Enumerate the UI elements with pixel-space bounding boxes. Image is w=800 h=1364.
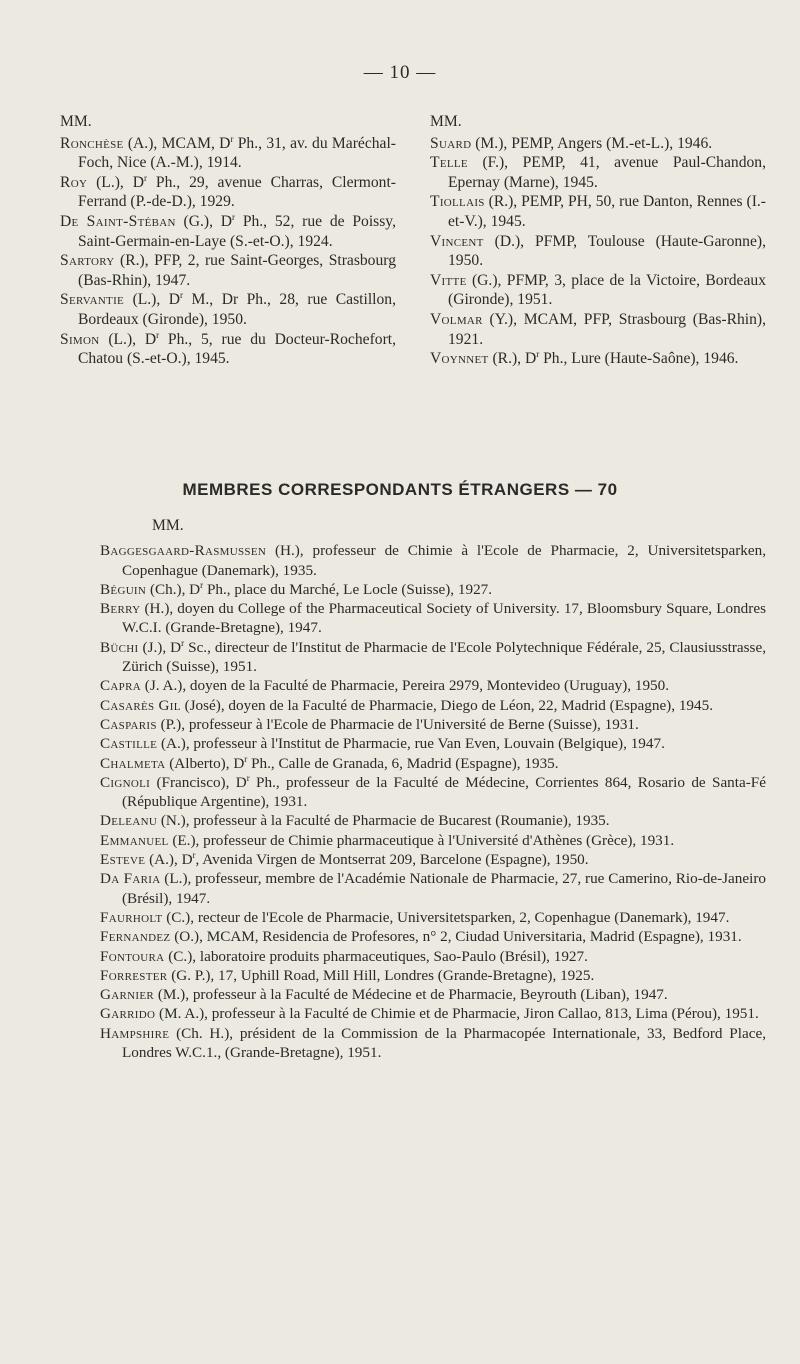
member-name: Castille [100, 735, 158, 753]
member-details: (A.), MCAM, D [123, 134, 231, 152]
member-entry [100, 927, 766, 946]
title-superscript: r [180, 290, 184, 301]
member-name: Deleanu [100, 812, 158, 830]
member-details: (A.), D [145, 851, 193, 869]
member-name: Roy [60, 173, 88, 191]
member-name: Vitte [430, 271, 467, 289]
title-superscript: r [230, 133, 234, 144]
member-entry [100, 1024, 766, 1063]
left-column [60, 112, 396, 369]
member-details: (J. A.), doyen de la Faculté de Pharmacie, Pereira 2979, Montevideo (Uruguay), 1950. [140, 677, 670, 695]
member-name: Chalmeta [100, 754, 166, 772]
member-entry [430, 134, 766, 154]
member-details-continued: Ph., 29, avenue Charras, Clermont-Ferrand (P.-de-D.), 1929. [78, 173, 396, 211]
member-details-continued: Ph., 52, rue de Poissy, Saint-Germain-en-Laye (S.-et-O.), 1924. [78, 212, 396, 250]
member-details: (M.), professeur à la Faculté de Médecine et de Pharmacie, Beyrouth (Liban), 1947. [154, 986, 668, 1004]
member-details: (M. A.), professeur à la Faculté de Chimie et de Pharmacie, Jiron Callao, 813, Lima (Pérou), 1951. [155, 1005, 759, 1023]
member-name: Esteve [100, 851, 146, 869]
title-superscript: r [536, 348, 540, 359]
left-column-heading: MM. [60, 113, 92, 130]
member-details-continued: Ph., professeur de la Faculté de Médecine, Corrientes 864, Rosario de Santa-Fé (République Argentine), 1931. [122, 773, 766, 811]
member-details: (L.), D [124, 291, 181, 309]
member-name: Telle [430, 154, 468, 172]
member-name: Berry [100, 600, 141, 618]
member-entry [100, 599, 766, 638]
member-name: Suard [430, 134, 472, 152]
member-details: (L.), D [87, 173, 145, 191]
member-name: De Saint-Stéban [60, 212, 176, 230]
member-entry [100, 831, 766, 850]
member-name: Casparis [100, 715, 157, 733]
member-entry [430, 271, 766, 310]
member-details-continued: Ph., 31, av. du Maréchal-Foch, Nice (A.-M.), 1914. [78, 134, 396, 172]
member-details: (Francisco), D [150, 773, 247, 791]
title-superscript: r [244, 753, 248, 764]
member-name: Béguin [100, 580, 147, 598]
member-entry [60, 251, 396, 290]
title-superscript: r [232, 211, 236, 222]
left-entries [60, 134, 396, 369]
member-details: (O.), MCAM, Residencia de Profesores, n° 2, Ciudad Universitaria, Madrid (Espagne), 1931. [170, 928, 742, 946]
right-entries [430, 134, 766, 369]
member-entry [100, 869, 766, 908]
member-entry [100, 966, 766, 985]
member-entry [100, 638, 766, 677]
member-name: Voynnet [430, 350, 489, 368]
member-name: Faurholt [100, 908, 163, 926]
member-details: (N.), professeur à la Faculté de Pharmacie de Bucarest (Roumanie), 1935. [157, 812, 610, 830]
member-name: Garrido [100, 1005, 156, 1023]
member-name: Vincent [430, 232, 484, 250]
member-entry [100, 811, 766, 830]
member-name: Capra [100, 677, 141, 695]
member-details: (G.), PFMP, 3, place de la Victoire, Bordeaux (Gironde), 1951. [448, 271, 766, 309]
member-name: Ronchèse [60, 134, 124, 152]
member-name: Emmanuel [100, 831, 169, 849]
member-name: Hampshire [100, 1024, 170, 1042]
right-column-heading: MM. [430, 113, 462, 130]
member-name: Tiollais [430, 193, 485, 211]
member-details-continued: Ph., place du Marché, Le Locle (Suisse), 1927. [203, 580, 493, 598]
member-entry [60, 290, 396, 329]
title-superscript: r [246, 772, 250, 783]
member-name: Fernandez [100, 928, 171, 946]
member-name: Servantie [60, 291, 125, 309]
member-details: (E.), professeur de Chimie pharmaceutique à l'Université d'Athènes (Grèce), 1931. [168, 831, 675, 849]
member-details: (F.), PEMP, 41, avenue Paul-Chandon, Epernay (Marne), 1945. [448, 154, 766, 191]
member-details-continued: Ph., Calle de Granada, 6, Madrid (Espagne), 1935. [247, 754, 559, 772]
member-details: (José), doyen de la Faculté de Pharmacie, Diego de Léon, 22, Madrid (Espagne), 1945. [180, 696, 714, 714]
member-entry [60, 330, 396, 369]
member-details: (R.), PEMP, PH, 50, rue Danton, Rennes (I.-et-V.), 1945. [448, 193, 766, 230]
member-entry [100, 1004, 766, 1023]
member-details-continued: M., Dr Ph., 28, rue Castillon, Bordeaux (Gironde), 1950. [78, 291, 396, 328]
member-details: (D.), PFMP, Toulouse (Haute-Garonne), 1950. [448, 232, 766, 270]
member-name: Sartory [60, 252, 115, 270]
member-details: (L.), D [99, 330, 157, 348]
member-details: (P.), professeur à l'Ecole de Pharmacie de l'Université de Berne (Suisse), 1931. [156, 715, 639, 733]
member-details-continued: Ph., 5, rue du Docteur-Rochefort, Chatou (S.-et-O.), 1945. [78, 330, 396, 368]
member-entry [100, 715, 766, 734]
member-entry [430, 232, 766, 271]
member-entry [100, 696, 766, 715]
member-entry [100, 947, 766, 966]
two-column-list [60, 112, 766, 369]
member-entry [430, 153, 766, 192]
title-superscript: r [181, 637, 185, 648]
section-heading: MEMBRES CORRESPONDANTS ÉTRANGERS — 70 [182, 480, 618, 499]
member-name: Forrester [100, 966, 168, 984]
member-name: Simon [60, 330, 100, 348]
member-entry [100, 580, 766, 599]
member-entry [100, 734, 766, 753]
member-details: (Alberto), D [165, 754, 245, 772]
member-details: (H.), professeur de Chimie à l'Ecole de Pharmacie, 2, Universitetsparken, Copenhague (Danemark), 1935. [122, 542, 766, 579]
member-entry [100, 541, 766, 580]
member-details: (H.), doyen du College of the Pharmaceutical Society of University. 17, Bloomsbury Square, Londres W.C.I. (Grande-Bretagne), 1947. [122, 600, 766, 637]
member-details: (Y.), MCAM, PFP, Strasbourg (Bas-Rhin), 1921. [448, 310, 766, 348]
right-column [430, 112, 766, 369]
member-details: (L.), professeur, membre de l'Académie Nationale de Pharmacie, 27, rue Camerino, Rio-de-Janeiro (Brésil), 1947. [122, 870, 766, 907]
member-name: Büchi [100, 638, 139, 656]
member-details: (J.), D [138, 638, 182, 656]
member-entry [430, 349, 766, 369]
member-entry [100, 985, 766, 1004]
member-details: (M.), PEMP, Angers (M.-et-L.), 1946. [471, 134, 713, 152]
member-details: (Ch.), D [146, 580, 201, 598]
member-name: Fontoura [100, 947, 165, 965]
member-entry [430, 310, 766, 349]
member-details: (R.), D [488, 350, 537, 368]
member-name: Casarès Gil [100, 696, 181, 714]
member-entry [430, 192, 766, 231]
member-details-continued: Sc., directeur de l'Institut de Pharmacie de l'Ecole Polytechnique Fédérale, 25, Clausiusstrasse, Zürich (Suisse), 1951. [122, 638, 767, 676]
foreign-heading: MM. [152, 517, 184, 534]
member-entry [100, 676, 766, 695]
foreign-entries [100, 541, 766, 1062]
member-name: Garnier [100, 986, 155, 1004]
member-details: (G. P.), 17, Uphill Road, Mill Hill, Londres (Grande-Bretagne), 1925. [167, 966, 595, 984]
member-entry [100, 850, 766, 869]
member-details: (A.), professeur à l'Institut de Pharmacie, rue Van Even, Louvain (Belgique), 1947. [157, 735, 665, 753]
member-name: Cignoli [100, 773, 151, 791]
member-entry [100, 773, 766, 812]
member-details: (Ch. H.), président de la Commission de la Pharmacopée Internationale, 33, Bedford Place, Londres W.C.1., (Grande-Bretagne), 1951. [122, 1024, 766, 1062]
title-superscript: r [192, 849, 196, 860]
member-entry [60, 134, 396, 173]
member-entry [60, 212, 396, 251]
member-entry [100, 908, 766, 927]
member-name: Baggesgaard-Rasmussen [100, 542, 267, 560]
member-details: (C.), recteur de l'Ecole de Pharmacie, Universitetsparken, 2, Copenhague (Danemark), 1947. [162, 908, 730, 926]
member-details: (G.), D [175, 212, 233, 230]
member-details: (R.), PFP, 2, rue Saint-Georges, Strasbourg (Bas-Rhin), 1947. [78, 252, 396, 289]
member-entry [60, 173, 396, 212]
title-superscript: r [156, 329, 160, 340]
foreign-members-list [100, 516, 766, 1062]
page-number: — 10 — [363, 62, 437, 83]
member-details: (C.), laboratoire produits pharmaceutiques, Sao-Paulo (Brésil), 1927. [164, 947, 588, 965]
title-superscript: r [200, 579, 204, 590]
member-details-continued: , Avenida Virgen de Montserrat 209, Barcelone (Espagne), 1950. [195, 851, 589, 869]
member-entry [100, 754, 766, 773]
title-superscript: r [144, 172, 148, 183]
member-name: Da Faria [100, 870, 161, 888]
member-details-continued: Ph., Lure (Haute-Saône), 1946. [539, 350, 739, 368]
member-name: Volmar [430, 310, 483, 328]
